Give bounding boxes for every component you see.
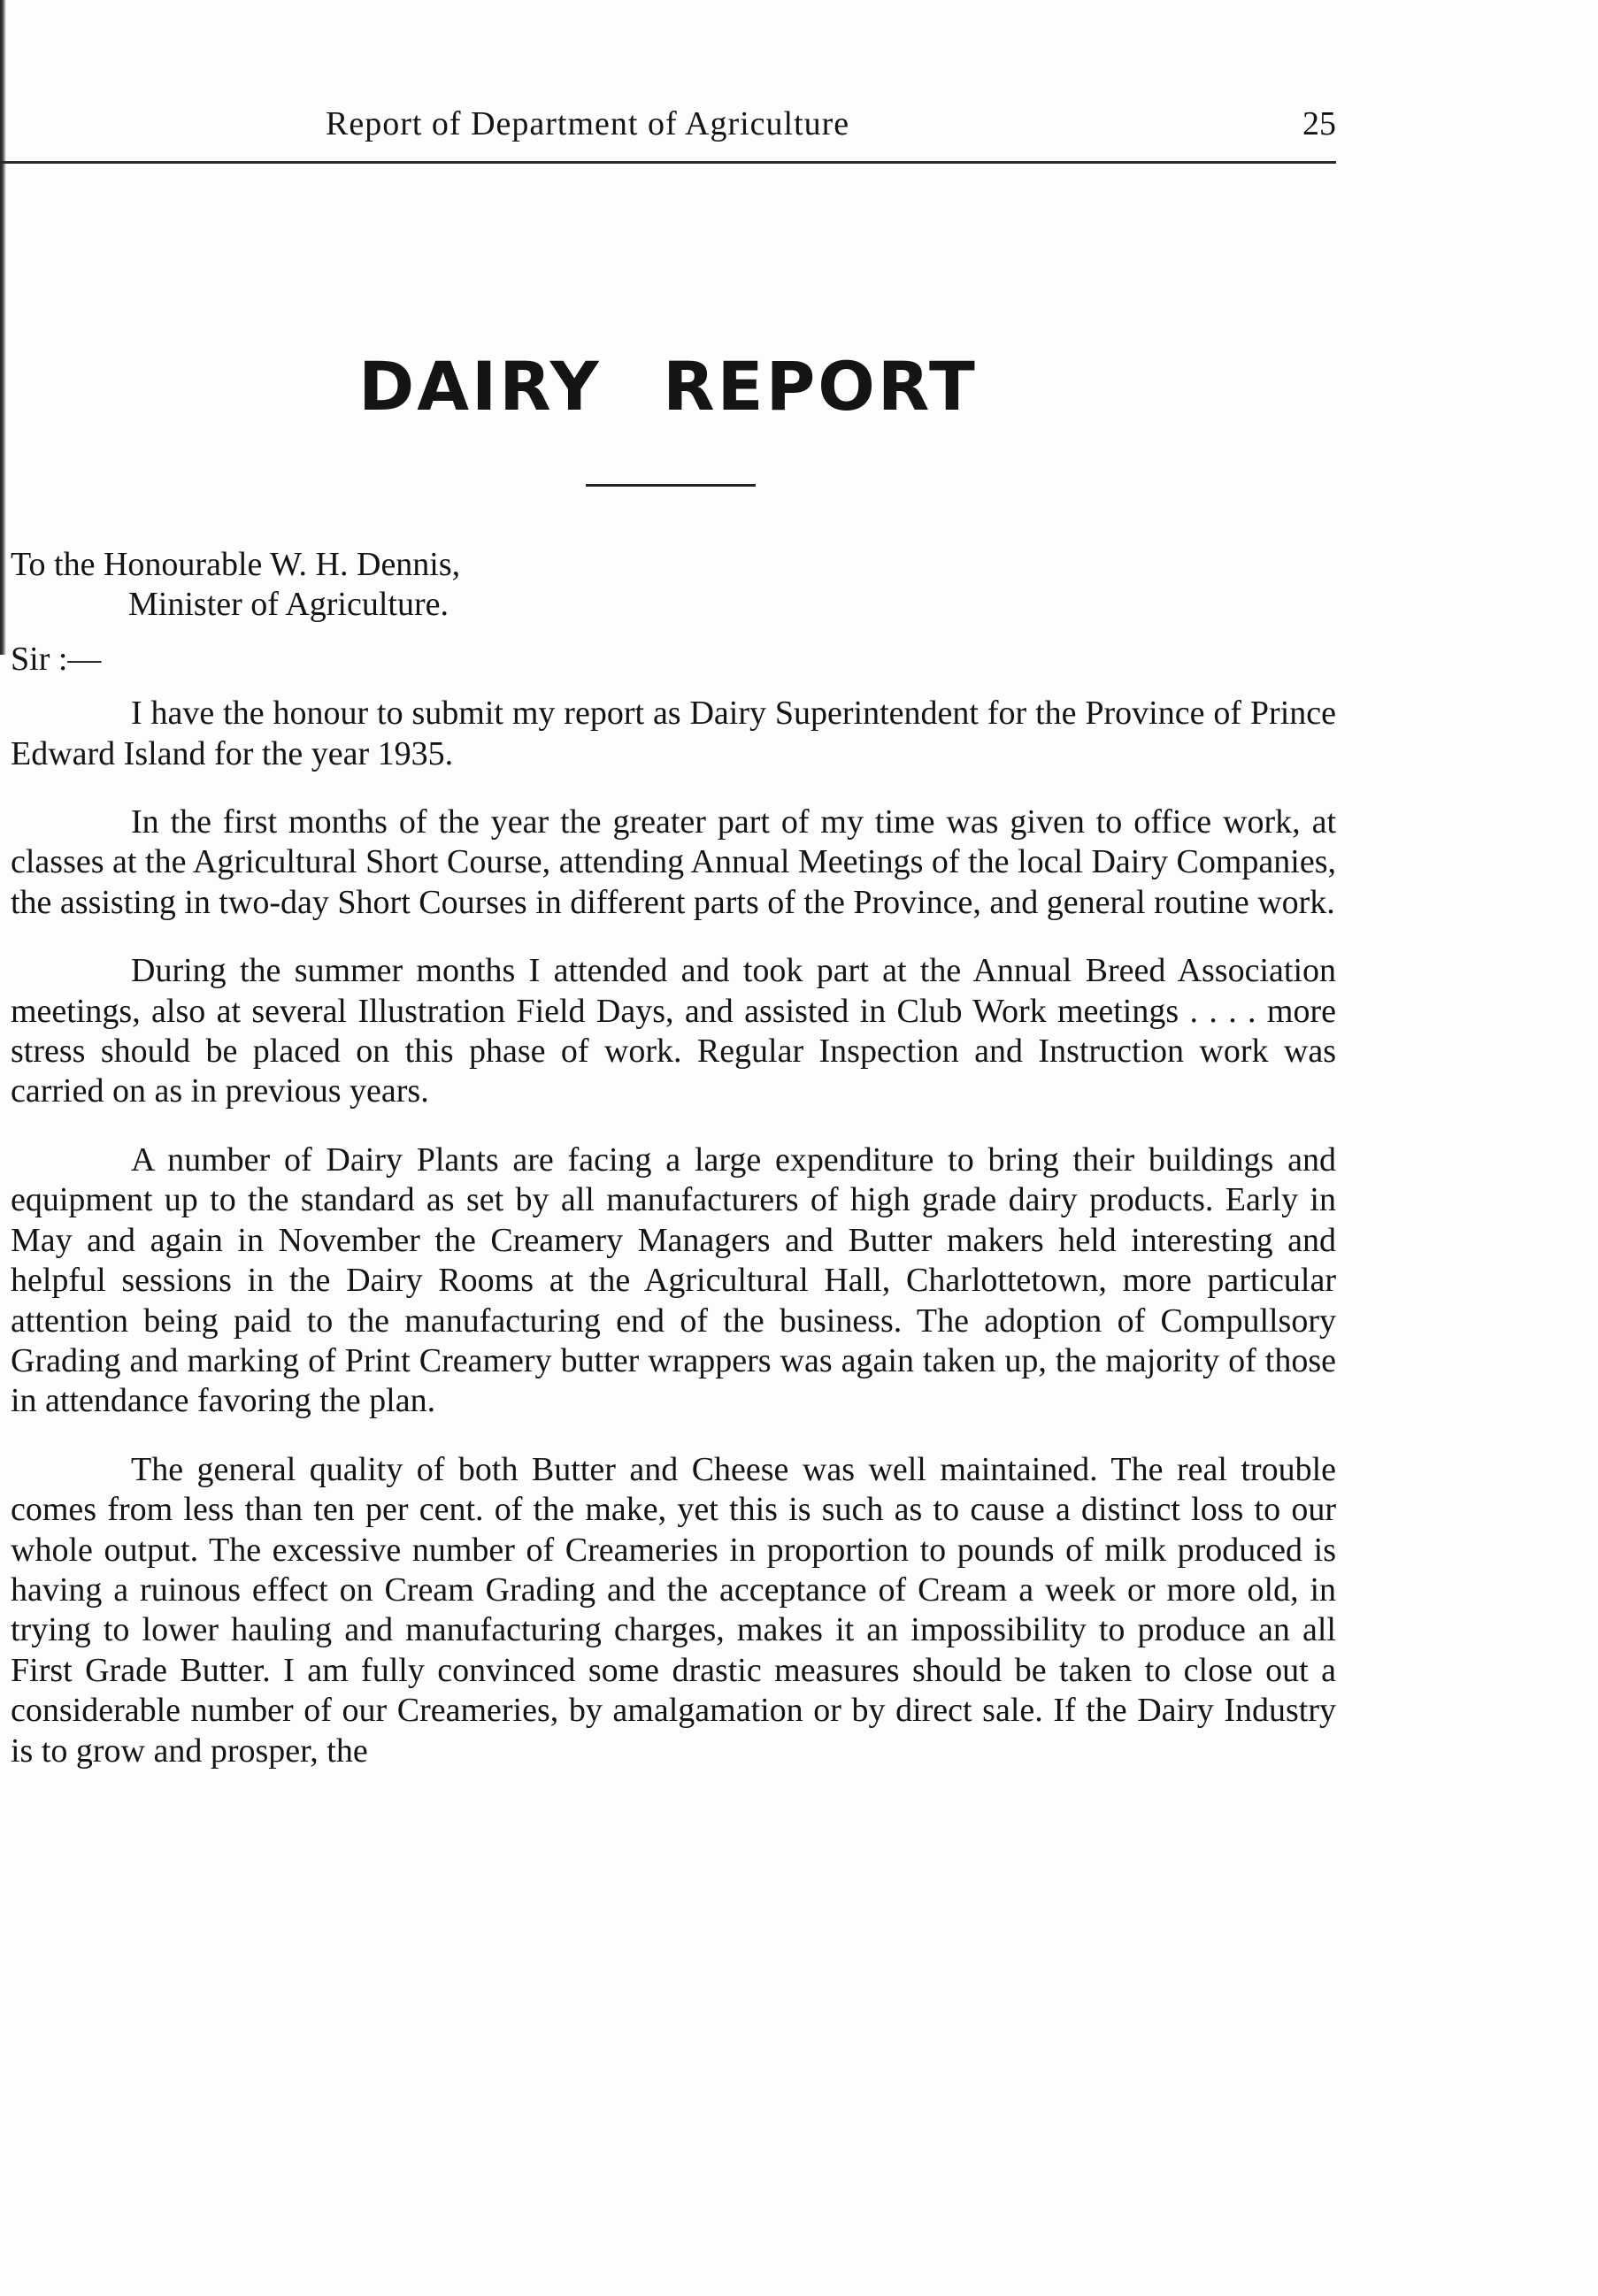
addressee-line: To the Honourable W. H. Dennis,	[11, 546, 461, 583]
page-number: 25	[1302, 105, 1336, 142]
title-divider	[586, 484, 756, 487]
salutation: Sir :—	[11, 640, 102, 678]
paragraph: A number of Dairy Plants are facing a large expenditure to bring their buildings and equipment up to the standard as set by all manufacturers of high grade dairy products. Early in May and again in November the Creamery Managers and Butter makers held interesting and helpful sessions in the Dairy Rooms at the Agricultural Hall, Charlottetown, more particular attention being paid to the manufacturing end of the business. The adoption of Compullsory Grading and marking of Print Creamery butter wrappers was again taken up, the majority of those in attendance favoring the plan.	[11, 1140, 1336, 1420]
paragraph: The general quality of both Butter and Cheese was well maintained. The real trouble comes from less than ten per cent. of the make, yet this is such as to cause a distinct loss to our whole output. The excessive number of Creameries in proportion to pounds of milk produced is having a ruinous effect on Cream Grading and the acceptance of Cream a week or more old, in trying to lower hauling and manufacturing charges, makes it an impossibility to produce an all First Grade Butter. I am fully convinced some drastic measures should be taken to close out a considerable number of our Creameries, by amalgamation or by direct sale. If the Dairy Industry is to grow and prosper, the	[11, 1450, 1336, 1770]
paragraph: I have the honour to submit my report as Dairy Superintendent for the Province of Prince Edward Island for the year 1935.	[11, 695, 1336, 772]
addressee-title: Minister of Agriculture.	[128, 586, 449, 624]
page-binding-edge	[0, 0, 6, 655]
paragraph: During the summer months I attended and took part at the Annual Breed Association meetings, also at several Illustration Field Days, and assisted in Club Work meetings . . . . more stress should be placed on this phase of work. Regular Inspection and Instruction work was carried on as in previous years.	[11, 952, 1336, 1110]
header-rule	[0, 161, 1336, 164]
letter-body	[11, 545, 1336, 1771]
paragraph: In the first months of the year the greater part of my time was given to office work, at classes at the Agricultural Short Course, attending Annual Meetings of the local Dairy Companies, the assisting in two-day Short Courses in different parts of the Province, and general routine work.	[11, 803, 1336, 921]
running-header	[0, 104, 1336, 157]
report-title: DAIRY REPORT	[358, 347, 978, 426]
running-title: Report of Department of Agriculture	[326, 105, 850, 142]
